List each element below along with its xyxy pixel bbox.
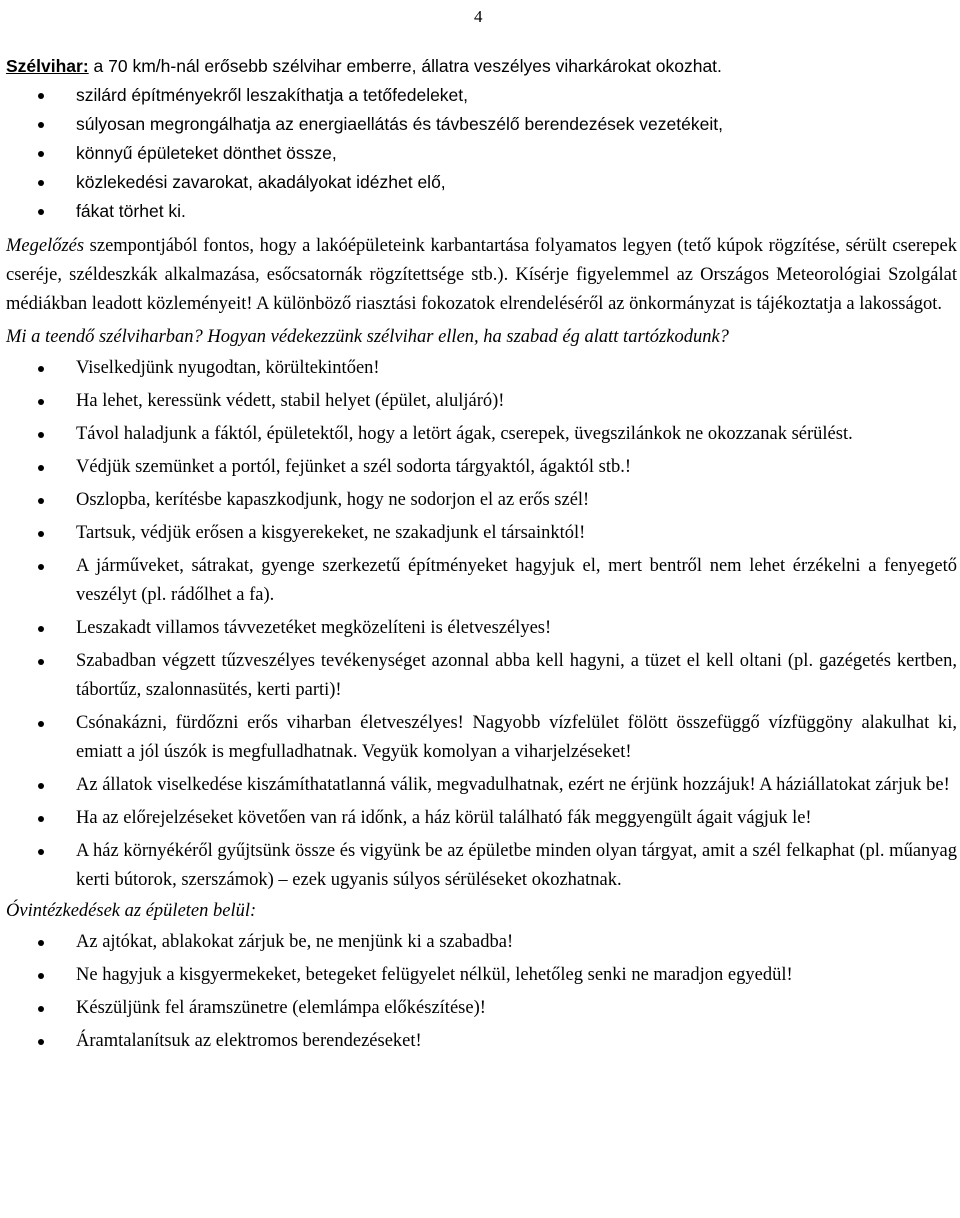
list-item: Szabadban végzett tűzveszélyes tevékenységet azonnal abba kell hagyni, a tüzet el kell oltani (pl. gazégetés kertben, tábortűz, szalonnasütés, kerti parti)! [6,647,957,705]
storm-section-title: Mi a teendő szélviharban? Hogyan védekezzünk szélvihar ellen, ha szabad ég alatt tartózkodunk? [6,327,729,347]
list-item: Csónakázni, fürdőzni erős viharban életveszélyes! Nagyobb vízfelület fölött összefüggő vízfüggöny alakulhat ki, emiatt a jól úszók is megfulladhatnak. Vegyük komolyan a viharjelzéseket! [6,709,957,767]
document-body [6,52,957,1056]
list-item: fákat törhet ki. [6,197,957,226]
indoor-section-title: Óvintézkedések az épületen belül: [6,901,257,921]
list-item: Az állatok viselkedése kiszámíthatatlanná válik, megvadulhatnak, ezért ne érjünk hozzájuk! A háziállatokat zárjuk be! [6,771,957,800]
list-item: Áramtalanítsuk az elektromos berendezéseket! [6,1027,957,1056]
list-item: Ha az előrejelzéseket követően van rá időnk, a ház körül található fák meggyengült ágait vágjuk le! [6,804,957,833]
intro-paragraph [6,52,957,81]
list-item: könnyű épületeket dönthet össze, [6,139,957,168]
intro-text: a 70 km/h-nál erősebb szélvihar emberre, állatra veszélyes viharkárokat okozhat. [88,56,722,76]
list-item: Védjük szemünket a portól, fejünket a szél sodorta tárgyaktól, ágaktól stb.! [6,453,957,482]
page-number: 4 [474,7,483,26]
list-item: Távol haladjunk a fáktól, épületektől, hogy a letört ágak, cserepek, üvegszilánkok ne okozzanak sérülést. [6,420,957,449]
list-item: közlekedési zavarokat, akadályokat idézhet elő, [6,168,957,197]
intro-bullet-list [6,81,957,226]
list-item: Az ajtókat, ablakokat zárjuk be, ne menjünk ki a szabadba! [6,928,957,957]
storm-bullet-list [6,354,957,895]
list-item: A ház környékéről gyűjtsünk össze és vigyünk be az épületbe minden olyan tárgyat, amit a szél felkaphat (pl. műanyag kerti bútorok, szerszámok) – ezek ugyanis súlyos sérüléseket okozhatnak. [6,837,957,895]
prevention-term: Megelőzés [6,236,85,256]
list-item: Oszlopba, kerítésbe kapaszkodjunk, hogy ne sodorjon el az erős szél! [6,486,957,515]
list-item: Leszakadt villamos távvezetéket megközelíteni is életveszélyes! [6,614,957,643]
prevention-text: szempontjából fontos, hogy a lakóépületeink karbantartása folyamatos legyen (tető kúpok rögzítése, sérült cserepek cseréje, széldeszkák alkalmazása, esőcsatornák rögzítettsége stb.). Kísérje figyelemmel az Országos Meteorológiai Szolgálat médiákban leadott közleményeit! A különböző riasztási fokozatok elrendeléséről az önkormányzat is tájékoztatja a lakosságot. [6,236,957,314]
intro-block [6,52,957,226]
list-item: súlyosan megrongálhatja az energiaellátás és távbeszélő berendezések vezetékeit, [6,110,957,139]
list-item: Viselkedjünk nyugodtan, körültekintően! [6,354,957,383]
indoor-bullet-list [6,928,957,1056]
list-item: A járműveket, sátrakat, gyenge szerkezetű építményeket hagyjuk el, mert bentről nem lehet érzékelni a fenyegető veszélyt (pl. rádőlhet a fa). [6,552,957,610]
list-item: szilárd építményekről leszakíthatja a tetőfedeleket, [6,81,957,110]
list-item: Ha lehet, keressünk védett, stabil helyet (épület, aluljáró)! [6,387,957,416]
prevention-paragraph [6,232,957,319]
list-item: Tartsuk, védjük erősen a kisgyerekeket, ne szakadjunk el társainktól! [6,519,957,548]
list-item: Ne hagyjuk a kisgyermekeket, betegeket felügyelet nélkül, lehetőleg senki ne maradjon egyedül! [6,961,957,990]
intro-term: Szélvihar: [6,56,89,76]
list-item: Készüljünk fel áramszünetre (elemlámpa előkészítése)! [6,994,957,1023]
